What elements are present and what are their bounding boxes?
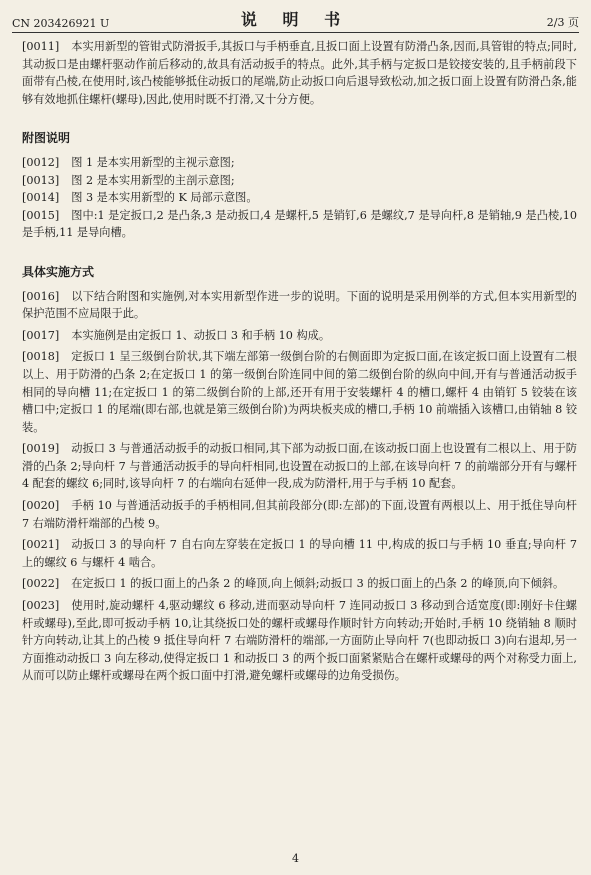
paragraph: [0012] 图 1 是本实用新型的主视示意图; bbox=[22, 155, 235, 169]
paragraph: [0022] 在定扳口 1 的扳口面上的凸条 2 的峰顶,向上倾斜;动扳口 3 的扳口面上的凸条 2 的峰顶,向下倾斜。 bbox=[22, 577, 565, 591]
page-number: 4 bbox=[292, 852, 299, 865]
paragraph: [0017] 本实施例是由定扳口 1、动扳口 3 和手柄 10 构成。 bbox=[22, 328, 331, 342]
section-heading-embodiment: 具体实施方式 bbox=[22, 264, 95, 279]
page-title: 说 明 书 bbox=[240, 10, 351, 29]
page-indicator: 2/3 页 bbox=[546, 16, 579, 29]
paragraph: [0013] 图 2 是本实用新型的主剖示意图; bbox=[22, 173, 235, 187]
paragraph: [0023] 使用时,旋动螺杆 4,驱动螺纹 6 移动,进而驱动导向杆 7 连同动扳口 3 移动到合适宽度(即:刚好卡住螺杆或螺母),至此,即可扳动手柄 10,让其绕扳口处的螺杆或螺母作顺时针方向转动;开始时,手柄 10 绕销轴 8 顺时针方向转动,让其上的凸棱 9 抵住导向杆 7 右端防滑杆的端部,一方面防止导向杆 7(也即动扳口 3)向右退却,另一方面推动动扳口 3 向左移动,使得定扳口 1 和动扳口 3 的两个扳口面紧紧贴合在螺杆或螺母的两个对称受力面上,从而可以防止螺杆或螺母在两个扳口面中打滑,避免螺杆或螺母的边角受损伤。 bbox=[22, 599, 577, 683]
paragraph: [0014] 图 3 是本实用新型的 K 局部示意图。 bbox=[22, 191, 258, 205]
paragraph: [0021] 动扳口 3 的导向杆 7 自右向左穿装在定扳口 1 的导向槽 11 中,构成的扳口与手柄 10 垂直;导向杆 7 上的螺纹 6 与螺杆 4 啮合。 bbox=[22, 538, 577, 569]
document-body bbox=[22, 38, 577, 685]
paragraph: [0020] 手柄 10 与普通活动扳手的手柄相同,但其前段部分(即:左部)的下面,设置有两根以上、用于抵住导向杆 7 右端防滑杆端部的凸棱 9。 bbox=[22, 499, 577, 530]
page-header bbox=[12, 6, 579, 33]
document-id: CN 203426921 U bbox=[12, 17, 110, 30]
paragraph: [0019] 动扳口 3 与普通活动扳手的动扳口相同,其下部为动扳口面,在该动扳口面上也设置有二根以上、用于防滑的凸条 2;导向杆 7 与普通活动扳手的导向杆相同,也设置在动扳口的上部,在该导向杆 7 的前端部分开有与螺杆 4 配套的螺纹 6;同时,该导向杆 7 的右端向右延伸一段,成为防滑杆,用于与手柄 10 配套。 bbox=[22, 442, 577, 491]
paragraph: [0018] 定扳口 1 呈三级倒台阶状,其下端左部第一级倒台阶的右侧面即为定扳口面,在该定扳口面上设置有二根以上、用于防滑的凸条 2;在定扳口 1 的第一级倒台阶连同中间的第二级倒台阶的纵向中间,开有与普通活动扳手相同的导向槽 11;在定扳口 1 的第二级倒台阶的上部,还开有用于安装螺杆 4 的槽口,螺杆 4 由销钉 5 铰装在该槽口中;定扳口 1 的尾端(即右部,也就是第三级倒台阶)为两块板夹成的槽口,手柄 10 前端插入该槽口,由销轴 8 铰装。 bbox=[22, 350, 577, 434]
paragraph: [0016] 以下结合附图和实施例,对本实用新型作进一步的说明。下面的说明是采用例举的方式,但本实用新型的保护范围不应局限于此。 bbox=[22, 289, 577, 321]
paragraph: [0015] 图中:1 是定扳口,2 是凸条,3 是动扳口,4 是螺杆,5 是销钉,6 是螺纹,7 是导向杆,8 是销轴,9 是凸棱,10 是手柄,11 是导向槽。 bbox=[22, 208, 577, 240]
paragraph: [0011] 本实用新型的管钳式防滑扳手,其扳口与手柄垂直,且扳口面上设置有防滑凸条,因而,具管钳的特点;同时,其动扳口是由螺杆驱动作前后移动的,故具有活动扳手的特点。此外,其手柄与定扳口是铰接安装的,且手柄前段下面带有凸棱,在使用时,该凸棱能够抵住动扳口的尾端,防止动扳口向后退导致松动,加之扳口面上设置有防滑凸条,能够有效地抓住螺杆(螺母),因此,使用时既不打滑,又十分方便。 bbox=[22, 40, 577, 106]
section-heading-figures: 附图说明 bbox=[22, 131, 71, 146]
